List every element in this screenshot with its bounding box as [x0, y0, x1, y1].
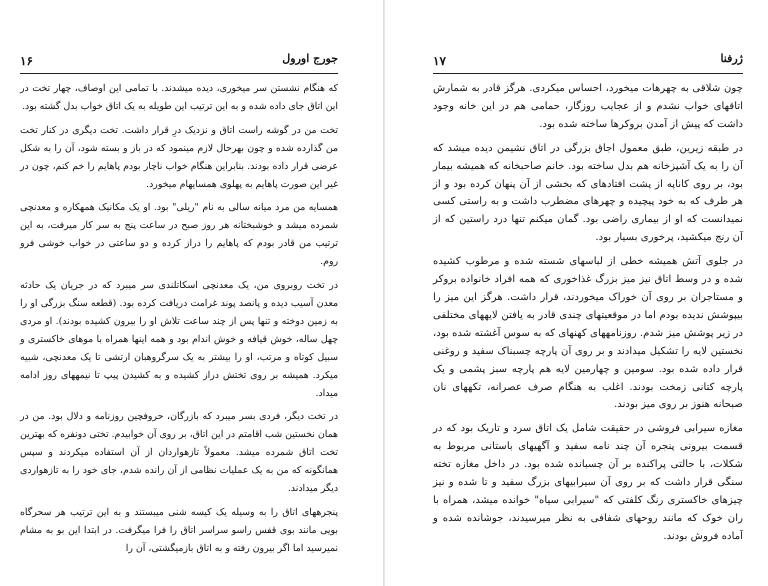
running-head: ژرفنا	[720, 52, 743, 65]
paragraph: چون شلاقی به چهرهات میخورد، احساس میکردی. هرگز قادر به شمارش اتاقهای خواب نشدم و از عجایب روزگار، حمامی هم در این خانه وجود داشت که پیش از آمدن بروکرها ساخته شده بود.	[433, 83, 743, 130]
right-page	[385, 0, 768, 586]
header-rule	[20, 73, 338, 74]
page-number: ۱۷	[433, 54, 446, 68]
page-body	[20, 80, 338, 564]
header-rule	[433, 73, 743, 74]
page-header	[433, 52, 743, 72]
paragraph: در تخت روبروی من، یک معدنچی اسکاتلندی سر میبرد که در جریان یک حادثه معدن آسیب دیده و پانصد پوند غرامت دریافت کرده بود. (قطعه سنگ بزرگی او را به زمین دوخته و تنها پس از چند ساعت تلاش او را بیرون کشیده بودند). او مردی چهل ساله، خوش قیافه و خوش اندام بود و همه اینها همراه با موهای خاکستری و سبیل کوتاه و مرتب، او را بیشتر به یک سرگروهبان ارتشی تا یک معدنچی، شبیه میکرد. همیشه بر روی تختش دراز کشیده و به کشیدن پیپ تا نیمههای روز ادامه میداد.	[20, 280, 338, 399]
paragraph: همسایه من مرد میانه سالی به نام "ریلی" بود. او یک مکانیک همهکاره و معدنچی شمرده میشد و خوشبختانه هر روز صبح در ساعت پنج به سر کار میرفت، به این ترتیب من قادر بودم که پاهایم را دراز کرده و دو ساعتی در خواب خوشی فرو روم.	[20, 202, 338, 268]
paragraph: در تخت دیگر، فردی بسر میبرد که بازرگان، حروفچین روزنامه و دلال بود. من در همان نخستین شب اقامتم در این اتاق، بر روی آن خوابیدم. تختی دونفره که بهترین تخت اتاق شمرده میشد. معمولاً تازهواردان از آن استفاده میکردند و سپس همانگونه که من به یک عملیات نظامی از آن رانده شدم، جای خود را به تازهواردی دیگر میدادند.	[20, 411, 338, 495]
page-header	[20, 52, 338, 72]
page-body	[433, 80, 743, 552]
paragraph: تخت من در گوشه راست اتاق و نزدیک درِ قرار داشت. تخت دیگری در کنار تخت من گذارده شده و چون بهرحال لازم مینمود که در باز و بسته شود، آن را به شکل عرضی قرار داده بودند. بنابراین هنگام خواب ناچار بودم پاهایم را خم کنم، چون در غیر این صورت پاهایم به پهلوی همسایهام میخورد.	[20, 124, 338, 190]
page-number: ۱۶	[20, 54, 33, 68]
paragraph: مغازه سیرابی فروشی در حقیقت شامل یک اتاق سرد و تاریک بود که در قسمت بیرونی پنجره آن چند نامه سفید و آگهیهای باستانی مربوط به شکلات، با حالتی پراکنده بر آن چسبانده شده بود. در داخل مغازه تخته سنگی قرار داشت که بر روی آن سیرابیهای بزرگ سفید و تا شده و نیز چیزهای خاکستری رنگ کلفتی که "سیرابی سیاه" خوانده میشد، همراه با ران خوک که مانند روحهای شفافی به نظر میرسیدند، جوشانده شده و آماده فروش بودند.	[433, 423, 743, 542]
paragraph: در طبقه زیرین، طبق معمول اجاق بزرگی در اتاق نشیمن دیده میشد که آن را به یک آشپزخانه هم بدل ساخته بود. خانم صاحبخانه که همیشه بیمار بود، بر روی کاناپه از پشت افتادهای که بخشی از آن پنهان کرده بود و از هر طرف که به خود پیچیده و چهرهای مضطرب داشت و به راستی کسی نمیدانست که او از بیماری راضی بود. گمان میکنم تنها درد راستین که از آن رنج میکشید، پرخوری بسیار بود.	[433, 142, 743, 244]
running-head: جورج اورول	[282, 52, 338, 65]
paragraph: که هنگام نشستن سر میخوری، دیده میشدند. با تمامی این اوصاف، چهار تخت در این اتاق جای داده شده و به این ترتیب این طویله به یک اتاق خواب بدل گشته بود.	[20, 83, 338, 112]
paragraph: پنجرههای اتاق را به وسیله یک کیسه شنی میبستند و به این ترتیب هر سحرگاه بویی مانند بوی قفس راسو سراسر اتاق را فرا میگرفت. در ابتدا این بو به مشام نمیرسید اما اگر بیرون رفته و به اتاق بازمیگشتی، آن را	[20, 506, 338, 554]
left-page	[0, 0, 383, 586]
paragraph: در جلوی آتش همیشه خطی از لباسهای شسته شده و مرطوب کشیده شده و در وسط اتاق نیز میز بزرگ غذاخوری که همه افراد خانواده بروکر و مستاجران بر روی آن خوراک میخوردند، قرار داشت. هرگز این میز را بیپوشش ندیده بودم اما در موقعیتهای چندی قادر به یافتن لایههای مختلفی در زیر پوشش میز شدم. روزنامههای کهنهای که به سوس آغشته شده بود، نخستین لایه را تشکیل میدادند و بر روی آن پارچه چسبناک سفید و روغنی قرار داده شده بود. سومین و چهارمین لایه هم پارچه سبز پشمی و یک پارچه کتانی زمخت بودند. اغلب به هنگام صرف عصرانه، تکههای نان صبحانه هنوز بر روی میز بودند.	[433, 256, 743, 411]
